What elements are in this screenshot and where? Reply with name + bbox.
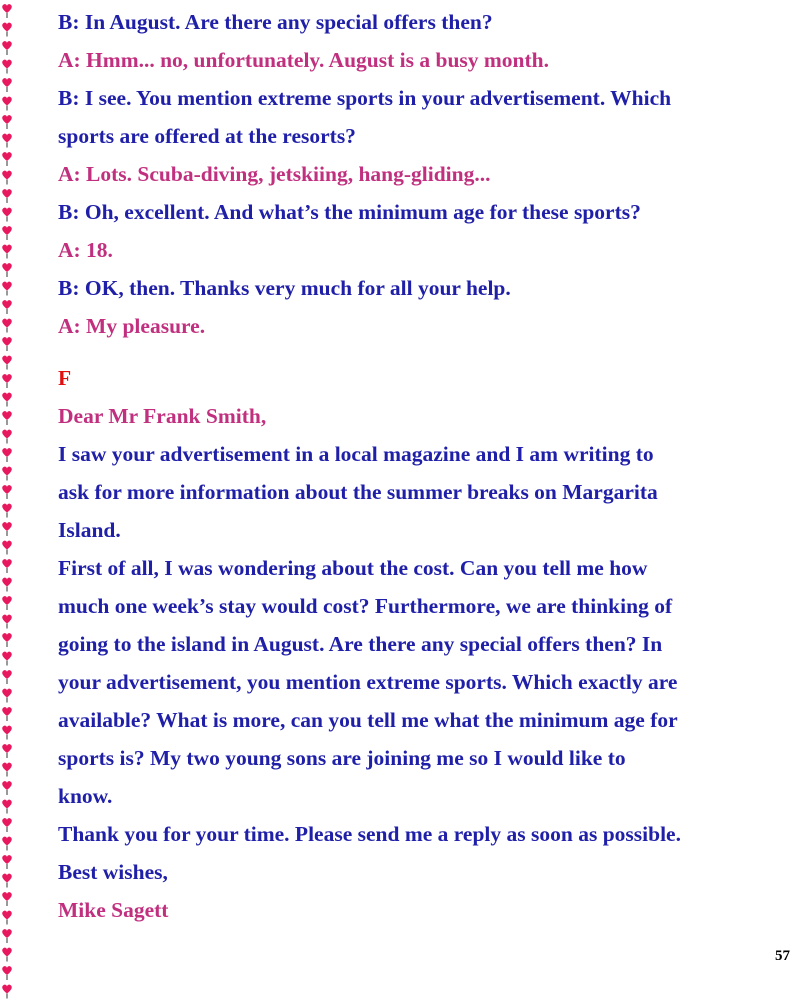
- heart-icon: [2, 652, 12, 666]
- dialogue-line: B: Oh, excellent. And what’s the minimum age for these sports?: [58, 200, 641, 224]
- heart-icon: [2, 689, 12, 703]
- heart-icon: [2, 60, 12, 74]
- dialogue-line: B: In August. Are there any special offers then?: [58, 10, 493, 34]
- heart-icon: [2, 152, 12, 166]
- dialogue-line: B: OK, then. Thanks very much for all your help.: [58, 276, 511, 300]
- heart-icon: [2, 300, 12, 314]
- section-gap: [58, 345, 796, 359]
- heart-icon: [2, 596, 12, 610]
- letter-line: available? What is more, can you tell me what the minimum age for: [58, 708, 678, 732]
- dialogue-line: B: I see. You mention extreme sports in your advertisement. Which: [58, 86, 672, 110]
- heart-icon: [2, 670, 12, 684]
- page-number: 57: [775, 948, 790, 964]
- heart-icon: [2, 781, 12, 795]
- heart-icon: [2, 763, 12, 777]
- letter-line: your advertisement, you mention extreme sports. Which exactly are: [58, 670, 678, 694]
- heart-icon: [2, 485, 12, 499]
- heart-icon: [2, 337, 12, 351]
- heart-icon: [2, 855, 12, 869]
- heart-icon: [2, 4, 12, 18]
- heart-icon: [2, 467, 12, 481]
- heart-icon: [2, 726, 12, 740]
- heart-icon: [2, 282, 12, 296]
- letter: [58, 397, 796, 929]
- heart-icon: [2, 892, 12, 906]
- dialogue-line: sports are offered at the resorts?: [58, 124, 356, 148]
- letter-line: sports is? My two young sons are joining me so I would like to: [58, 746, 626, 770]
- dialogue-line: A: 18.: [58, 238, 113, 262]
- letter-line: Thank you for your time. Please send me a reply as soon as possible.: [58, 822, 681, 846]
- letter-line: ask for more information about the summer breaks on Margarita: [58, 480, 658, 504]
- letter-line: I saw your advertisement in a local magazine and I am writing to: [58, 442, 654, 466]
- heart-icon: [2, 226, 12, 240]
- heart-icon: [2, 41, 12, 55]
- letter-line: going to the island in August. Are there any special offers then? In: [58, 632, 663, 656]
- heart-icon: [2, 615, 12, 629]
- letter-line: Island.: [58, 518, 121, 542]
- heart-icon: [2, 171, 12, 185]
- heart-icon: [2, 744, 12, 758]
- heart-icon: [2, 430, 12, 444]
- heart-icon: [2, 541, 12, 555]
- heart-icon: [2, 97, 12, 111]
- letter-line: know.: [58, 784, 113, 808]
- heart-icon: [2, 411, 12, 425]
- heart-icon: [2, 115, 12, 129]
- dialogue-line: A: Hmm... no, unfortunately. August is a busy month.: [58, 48, 550, 72]
- dialogue: [58, 3, 796, 345]
- dialogue-line: A: Lots. Scuba-diving, jetskiing, hang-gliding...: [58, 162, 491, 186]
- heart-icon: [2, 448, 12, 462]
- decorative-heart-border: [0, 0, 14, 1000]
- heart-icon: [2, 559, 12, 573]
- heart-icon: [2, 929, 12, 943]
- letter-salutation: Dear Mr Frank Smith,: [58, 404, 267, 428]
- heart-icon: [2, 189, 12, 203]
- heart-icon: [2, 911, 12, 925]
- heart-icon: [2, 319, 12, 333]
- heart-icon: [2, 633, 12, 647]
- letter-closing: Best wishes,: [58, 860, 168, 884]
- heart-icon: [2, 504, 12, 518]
- section-label: F: [58, 366, 72, 390]
- heart-icon: [2, 78, 12, 92]
- heart-icon: [2, 707, 12, 721]
- heart-icon: [2, 356, 12, 370]
- heart-icon: [2, 985, 12, 999]
- heart-icon: [2, 818, 12, 832]
- heart-icon: [2, 374, 12, 388]
- heart-icon: [2, 134, 12, 148]
- heart-icon: [2, 263, 12, 277]
- heart-icon: [2, 393, 12, 407]
- dialogue-line: A: My pleasure.: [58, 314, 206, 338]
- page-content: [58, 3, 796, 929]
- heart-icon: [2, 522, 12, 536]
- letter-line: much one week’s stay would cost? Furthermore, we are thinking of: [58, 594, 673, 618]
- letter-line: First of all, I was wondering about the cost. Can you tell me how: [58, 556, 648, 580]
- heart-icon: [2, 245, 12, 259]
- heart-icon: [2, 800, 12, 814]
- heart-icon: [2, 208, 12, 222]
- heart-icon: [2, 874, 12, 888]
- heart-icon: [2, 837, 12, 851]
- letter-signature: Mike Sagett: [58, 898, 169, 922]
- heart-icon: [2, 948, 12, 962]
- heart-icon: [2, 23, 12, 37]
- heart-icon: [2, 578, 12, 592]
- heart-icon: [2, 966, 12, 980]
